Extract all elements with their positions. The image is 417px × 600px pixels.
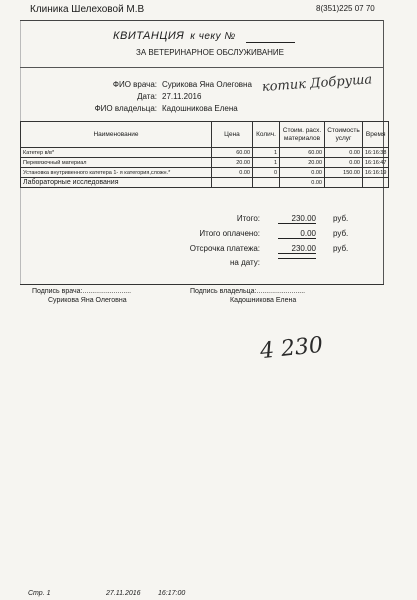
total-value: 230.00 [278, 214, 316, 224]
table-row [21, 158, 389, 168]
receipt-title-text: КВИТАНЦИЯ [113, 30, 185, 42]
doctor-name: Сурикова Яна Олеговна [162, 80, 252, 89]
cell-time [363, 178, 389, 188]
doctor-label: ФИО врача: [112, 80, 157, 89]
cell-time: 16:16:38 [363, 148, 389, 158]
frame-bottom-divider [20, 284, 384, 285]
cell-name: Лабораторные исследования [21, 178, 212, 188]
footer-page: Стр. 1 [28, 590, 51, 597]
owner-name: Кадошникова Елена [162, 104, 238, 113]
date-label: Дата: [137, 92, 157, 101]
check-number-label: к чеку № [190, 31, 236, 42]
owner-label: ФИО владельца: [94, 104, 157, 113]
table-row [21, 168, 389, 178]
cell-services: 0.00 [325, 158, 363, 168]
owner-signature-name: Кадошникова Елена [230, 297, 297, 304]
col-time: Время [363, 122, 389, 148]
title-divider [20, 67, 384, 68]
deferred-label: Отсрочка платежа: [189, 244, 260, 253]
cell-materials: 20.00 [280, 158, 325, 168]
cell-qty: 0 [253, 168, 280, 178]
total-currency: руб. [333, 214, 349, 223]
services-table [20, 121, 389, 188]
doctor-signature-line: Подпись врача:......................... [32, 288, 132, 295]
cell-materials: 60.00 [280, 148, 325, 158]
deferred-currency: руб. [333, 244, 349, 253]
receipt-subtitle: ЗА ВЕТЕРИНАРНОЕ ОБСЛУЖИВАНИЕ [136, 48, 285, 57]
cell-name: Установка внутривенного катетера 1- я категория,сложн.* [21, 168, 212, 178]
cell-name: Катетер в/в* [21, 148, 212, 158]
doctor-signature-name: Сурикова Яна Олеговна [48, 297, 127, 304]
col-qty: Колич. [253, 122, 280, 148]
cell-price: 60.00 [212, 148, 253, 158]
check-number-field [246, 42, 295, 43]
cell-qty: 1 [253, 148, 280, 158]
receipt-title [113, 30, 236, 42]
cell-qty [253, 178, 280, 188]
until-date-field [278, 258, 316, 259]
footer-date: 27.11.2016 [106, 590, 141, 597]
deferred-value: 230.00 [278, 244, 316, 254]
cell-time: 16:16:47 [363, 158, 389, 168]
cell-services: 0.00 [325, 148, 363, 158]
handwritten-pet-name: котик Добруша [261, 72, 373, 95]
cell-qty: 1 [253, 158, 280, 168]
cell-materials: 0.00 [280, 168, 325, 178]
receipt-date: 27.11.2016 [162, 92, 202, 101]
clinic-phone: 8(351)225 07 70 [316, 4, 375, 13]
header-divider [20, 20, 383, 21]
cell-materials: 0.00 [280, 178, 325, 188]
col-price: Цена [212, 122, 253, 148]
cell-price [212, 178, 253, 188]
cell-services: 150.00 [325, 168, 363, 178]
footer-time: 16:17:00 [158, 590, 186, 597]
table-row [21, 148, 389, 158]
col-name: Наименование [21, 122, 212, 148]
until-date-label: на дату: [229, 258, 260, 267]
paid-value: 0.00 [278, 229, 316, 239]
total-label: Итого: [236, 214, 260, 223]
paid-label: Итого оплачено: [199, 229, 260, 238]
cell-services [325, 178, 363, 188]
cell-price: 0.00 [212, 168, 253, 178]
cell-price: 20.00 [212, 158, 253, 168]
cell-time: 16:16:19 [363, 168, 389, 178]
paid-currency: руб. [333, 229, 349, 238]
handwritten-amount: 4 230 [258, 332, 325, 365]
table-header-row [21, 122, 389, 148]
clinic-name: Клиника Шелеховой М.В [30, 4, 145, 15]
owner-signature-line: Подпись владельца:......................... [190, 288, 306, 295]
table-row [21, 178, 389, 188]
col-materials: Стоим. расх. материалов [280, 122, 325, 148]
col-services: Стоимость услуг [325, 122, 363, 148]
cell-name: Перевязочный материал [21, 158, 212, 168]
